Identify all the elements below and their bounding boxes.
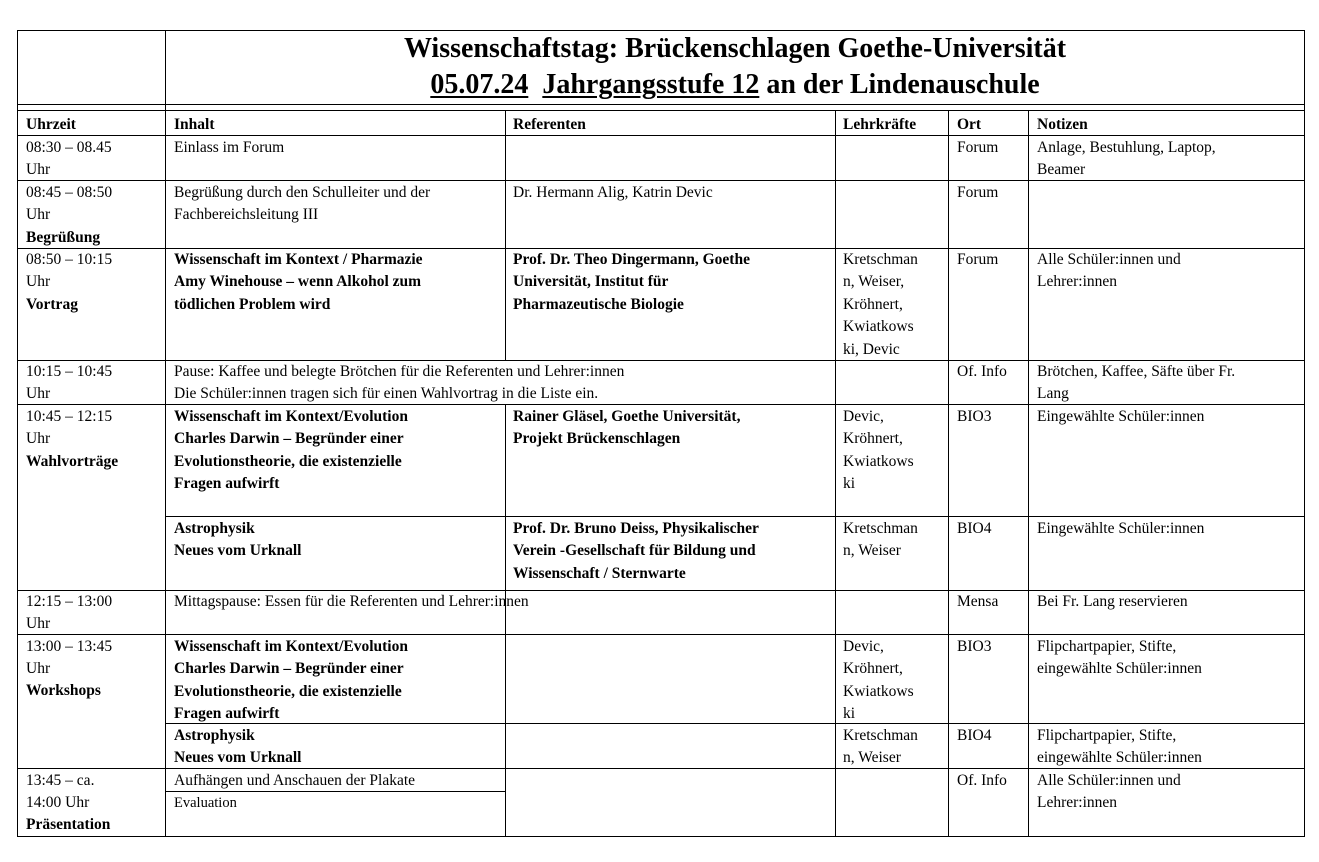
session-label: Präsentation — [26, 816, 111, 833]
location-cell: Of. Info — [957, 363, 1007, 380]
speaker-cell: Prof. Dr. Theo Dingermann, Goethe Universität, Institut für Pharmazeutische Biologie — [513, 251, 750, 313]
content-cell: Mittagspause: Essen für die Referenten und Lehrer:innen — [174, 593, 529, 610]
location-cell: Forum — [957, 184, 999, 201]
time-cell: 13:00 – 13:45 Uhr — [26, 638, 113, 678]
content-cell: Pause: Kaffee und belegte Brötchen für die Referenten und Lehrer:innen Die Schüler:innen tragen sich für einen Wahlvortrag in die Liste ein. — [174, 363, 625, 403]
location-cell: Forum — [957, 139, 999, 156]
column-header-inhalt: Inhalt — [174, 116, 215, 133]
notes-cell: Alle Schüler:innen und Lehrer:innen — [1037, 772, 1181, 812]
content-cell: Einlass im Forum — [174, 139, 285, 156]
document-subtitle — [166, 67, 1304, 103]
session-label: Begrüßung — [26, 229, 101, 246]
notes-cell: Alle Schüler:innen und Lehrer:innen — [1037, 251, 1181, 291]
column-header-ort: Ort — [957, 116, 982, 133]
notes-cell: Anlage, Bestuhlung, Laptop, Beamer — [1037, 139, 1216, 179]
content-cell: Wissenschaft im Kontext / Pharmazie Amy Winehouse – wenn Alkohol zum tödlichen Problem wird — [174, 251, 423, 313]
location-cell: BIO3 — [957, 638, 992, 655]
time-cell: 10:15 – 10:45 Uhr — [26, 363, 113, 403]
time-cell: 08:45 – 08:50 Uhr — [26, 184, 113, 224]
location-cell: Of. Info — [957, 772, 1007, 789]
content-cell: Aufhängen und Anschauen der Plakate — [174, 772, 416, 789]
column-header-lehrkraefte: Lehrkräfte — [843, 116, 917, 133]
notes-cell: Eingewählte Schüler:innen — [1037, 408, 1205, 425]
event-date: 05.07.24 — [430, 69, 529, 100]
time-cell: 10:45 – 12:15 Uhr — [26, 408, 113, 448]
speaker-cell: Rainer Gläsel, Goethe Universität, Projekt Brückenschlagen — [513, 408, 741, 448]
content-cell: Astrophysik Neues vom Urknall — [174, 520, 302, 560]
session-label: Vortrag — [26, 296, 78, 313]
notes-cell: Eingewählte Schüler:innen — [1037, 520, 1205, 537]
speaker-cell: Prof. Dr. Bruno Deiss, Physikalischer Verein -Gesellschaft für Bildung und Wissenschaft / Sternwarte — [513, 520, 759, 582]
notes-cell: Flipchartpapier, Stifte, eingewählte Schüler:innen — [1037, 638, 1202, 678]
document-title: Wissenschaftstag: Brückenschlagen Goethe-Universität — [403, 33, 1067, 64]
teachers-cell: Devic, Kröhnert, Kwiatkows ki — [843, 408, 914, 493]
location-cell: BIO4 — [957, 520, 992, 537]
notes-cell: Flipchartpapier, Stifte, eingewählte Schüler:innen — [1037, 727, 1202, 767]
location-cell: Forum — [957, 251, 999, 268]
location-cell: BIO3 — [957, 408, 992, 425]
content-cell: Begrüßung durch den Schulleiter und der Fachbereichsleitung III — [174, 184, 431, 224]
school-name: an der Lindenauschule — [759, 69, 1040, 100]
time-cell: 12:15 – 13:00 Uhr — [26, 593, 113, 633]
content-cell: Wissenschaft im Kontext/Evolution Charles Darwin – Begründer einer Evolutionstheorie, die existenzielle Fragen aufwirft — [174, 408, 408, 493]
speaker-cell: Dr. Hermann Alig, Katrin Devic — [513, 184, 713, 201]
session-label: Wahlvorträge — [26, 453, 119, 470]
location-cell: Mensa — [957, 593, 999, 610]
column-header-notizen: Notizen — [1037, 116, 1088, 133]
column-header-uhrzeit: Uhrzeit — [26, 116, 76, 133]
column-header-referenten: Referenten — [513, 116, 586, 133]
location-cell: BIO4 — [957, 727, 992, 744]
teachers-cell: Kretschman n, Weiser — [843, 727, 918, 767]
grade-level: Jahrgangsstufe 12 — [542, 69, 760, 100]
time-cell: 13:45 – ca. 14:00 Uhr — [26, 772, 95, 812]
content-cell: Wissenschaft im Kontext/Evolution Charles Darwin – Begründer einer Evolutionstheorie, die existenzielle Fragen aufwirft — [174, 638, 408, 723]
teachers-cell: Kretschman n, Weiser — [843, 520, 918, 560]
teachers-cell: Devic, Kröhnert, Kwiatkows ki — [843, 638, 914, 723]
content-cell-evaluation: Evaluation — [174, 795, 237, 811]
time-cell: 08:50 – 10:15 Uhr — [26, 251, 113, 291]
notes-cell: Brötchen, Kaffee, Säfte über Fr. Lang — [1037, 363, 1236, 403]
content-cell: Astrophysik Neues vom Urknall — [174, 727, 302, 767]
time-cell: 08:30 – 08.45 Uhr — [26, 139, 112, 179]
teachers-cell: Kretschman n, Weiser, Kröhnert, Kwiatkows ki, Devic — [843, 251, 918, 358]
notes-cell: Bei Fr. Lang reservieren — [1037, 593, 1188, 610]
session-label: Workshops — [26, 682, 101, 699]
